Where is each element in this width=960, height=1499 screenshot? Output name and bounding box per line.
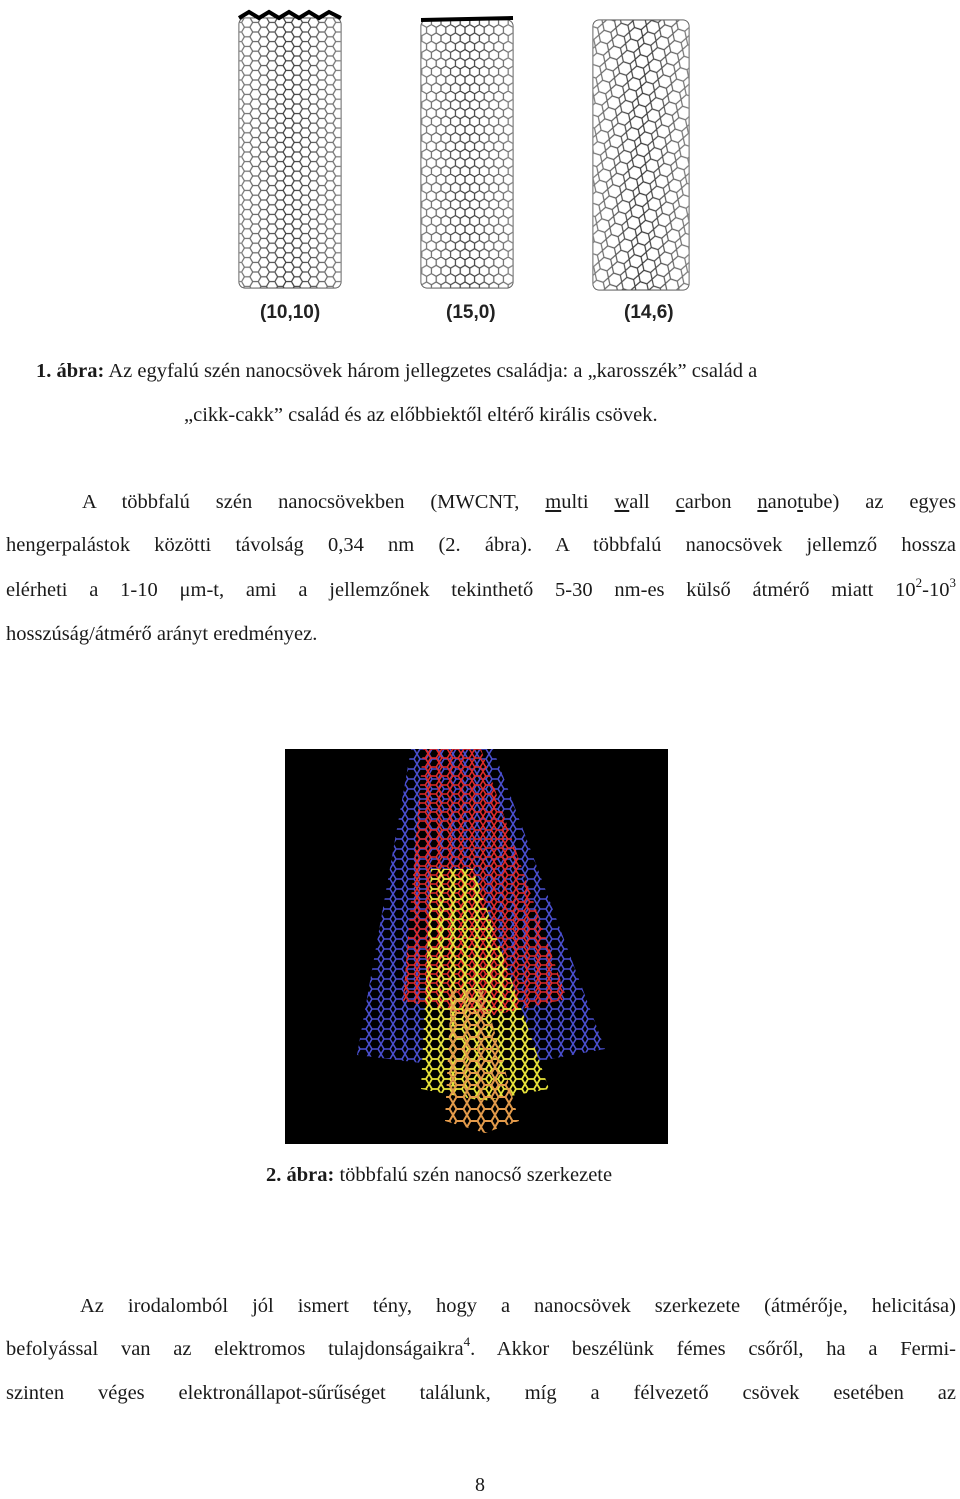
paragraph-1-line-1: A többfalú szén nanocsövekben (MWCNT, multi wall carbon nanotube) az egyes (82, 491, 956, 513)
tube-label-zigzag: (15,0) (446, 302, 496, 323)
figure-1-caption-text: Az egyfalú szén nanocsövek három jellegzetes családja: a „karosszék” család a (108, 360, 758, 382)
tube-zigzag (421, 18, 513, 288)
figure-1-nanotubes (225, 8, 695, 298)
paragraph-2-line-3: szinten véges elektronállapot-sűrűséget találunk, míg a félvezető csövek esetében az (6, 1382, 956, 1404)
figure-1-caption (36, 357, 922, 385)
paragraph-2-line-2: befolyással van az elektromos tulajdonságaikra$^4$. Akkor beszélünk fémes csőről, ha a Fermi- (6, 1334, 957, 1360)
paragraph-1-line-3: elérheti a 1-10 μm-t, ami a jellemzőnek tekinthető 5-30 nm-es külső átmérő miatt $10^2-10^3$ (6, 575, 956, 601)
figure-1-caption-line2: „cikk-cakk” család és az előbbiektől eltérő királis csövek. (184, 404, 658, 426)
paragraph-1-line-4: hosszúság/átmérő arányt eredményez. (6, 623, 318, 645)
page-number: 8 (475, 1474, 485, 1496)
figure-2-caption (266, 1161, 726, 1189)
tube-label-armchair: (10,10) (260, 302, 321, 323)
paragraph-1-line-2: hengerpalástok közötti távolság 0,34 nm (2. ábra). A többfalú nanocsövek jellemző hossza (6, 534, 956, 556)
mwcnt-illustration (285, 749, 668, 1144)
figure-2-caption-text: többfalú szén nanocső szerkezete (334, 1164, 613, 1186)
figure-2-mwcnt (285, 749, 668, 1144)
tube-label-chiral: (14,6) (624, 302, 674, 323)
figure-2-caption-label: 2. ábra: (266, 1164, 335, 1186)
tube-armchair (239, 12, 341, 288)
nanotube-illustrations (225, 8, 695, 298)
paragraph-2-line-1: Az irodalomból jól ismert tény, hogy a nanocsövek szerkezete (átmérője, helicitása) (80, 1295, 956, 1317)
tube-chiral (593, 20, 689, 290)
figure-1-caption-label: 1. ábra: (36, 360, 105, 382)
